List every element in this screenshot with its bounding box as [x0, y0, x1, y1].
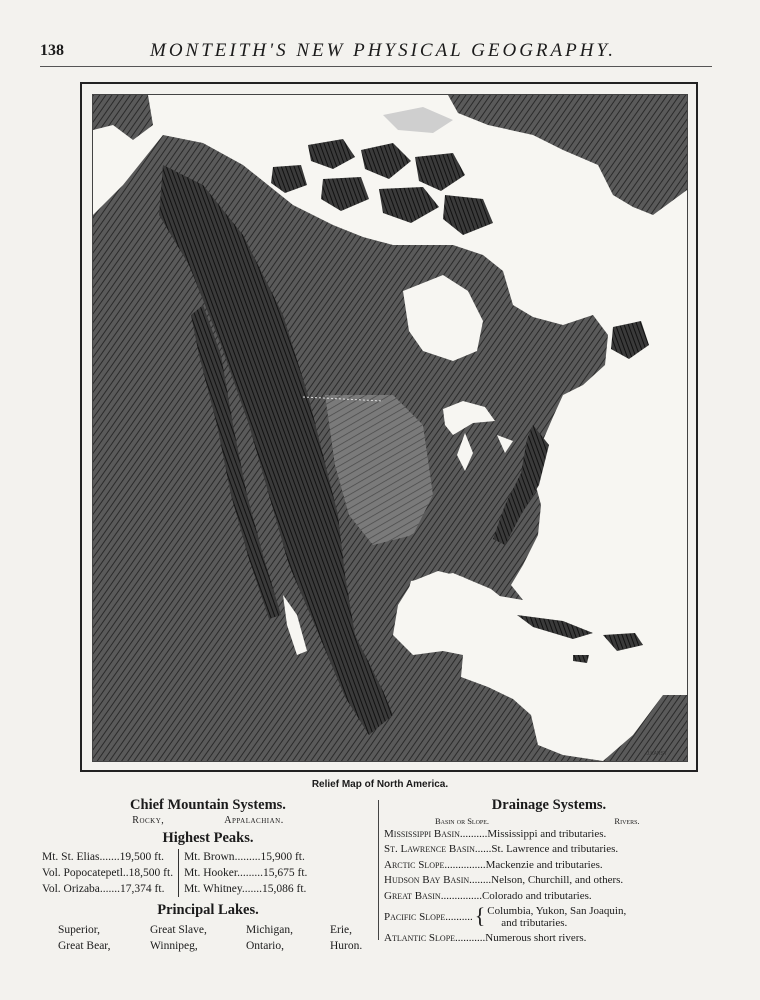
- newfoundland-island: [611, 321, 649, 359]
- drainage-section: [384, 796, 714, 946]
- drainage-row: Great Basin ............... Colorado and tributaries.: [384, 889, 592, 902]
- mountains-title: Chief Mountain Systems.: [130, 797, 286, 813]
- column-divider: [378, 800, 379, 940]
- mountain-system: Appalachian.: [224, 815, 284, 826]
- cuba-island: [517, 615, 593, 639]
- peaks-title: Highest Peaks.: [162, 830, 254, 846]
- peaks-table: [42, 849, 374, 897]
- drainage-header: [384, 816, 714, 826]
- mountains-section: [42, 796, 374, 954]
- lake-name: Huron.: [330, 940, 363, 952]
- rivers-column-header: Rivers.: [614, 816, 640, 826]
- drainage-row: St. Lawrence Basin ...... St. Lawrence and tributaries.: [384, 843, 619, 856]
- peaks-left-column: [42, 849, 179, 897]
- relief-map-frame: [80, 82, 698, 772]
- lakes-grid: [42, 922, 374, 954]
- relief-map: [92, 94, 688, 762]
- lake-name: Great Bear,: [58, 940, 111, 952]
- arctic-island: [415, 153, 465, 191]
- drainage-row: Atlantic Slope ........... Numerous short rivers.: [384, 932, 587, 945]
- peak-row: Mt. Whitney.......15,086 ft.: [184, 883, 307, 895]
- alaska-north-coast: [93, 95, 153, 140]
- arctic-island: [308, 139, 355, 169]
- brace-symbol: {: [474, 903, 486, 929]
- peak-row: Mt. Brown.........15,900 ft.: [184, 851, 305, 863]
- peaks-right-column: [179, 849, 312, 897]
- mountain-systems-list: [42, 815, 374, 826]
- arctic-island: [443, 195, 493, 235]
- mountain-system: Rocky,: [132, 815, 165, 826]
- lake-name: Winnipeg,: [150, 940, 198, 952]
- header-rule: [40, 66, 712, 67]
- drainage-row: Arctic Slope ............... Mackenzie and tributaries.: [384, 858, 603, 871]
- running-title: MONTEITH'S NEW PHYSICAL GEOGRAPHY.: [150, 40, 617, 61]
- map-caption: Relief Map of North America.: [311, 779, 449, 790]
- page-number: 138: [40, 42, 64, 59]
- arctic-island: [361, 143, 411, 179]
- hispaniola-island: [603, 633, 643, 651]
- peak-row: Vol. Popocatepetl..18,500 ft.: [42, 867, 174, 879]
- arctic-island: [321, 177, 369, 211]
- relief-map-illustration: [93, 95, 687, 761]
- lake-name: Superior,: [58, 924, 101, 936]
- drainage-row: Hudson Bay Basin ........ Nelson, Churchill, and others.: [384, 874, 624, 887]
- lake-name: Michigan,: [246, 924, 293, 936]
- peak-row: Mt. Hooker.........15,675 ft.: [184, 867, 308, 879]
- engraver-signature: J.KARST: [646, 751, 667, 757]
- greenland-ice: [383, 107, 453, 133]
- drainage-row: Mississippi Basin .......... Mississippi and tributaries.: [384, 828, 607, 840]
- jamaica-island: [573, 655, 589, 663]
- peak-row: Vol. Orizaba.......17,374 ft.: [42, 883, 165, 895]
- drainage-title: Drainage Systems.: [491, 797, 607, 813]
- arctic-island: [271, 165, 307, 193]
- lake-name: Ontario,: [246, 940, 285, 952]
- drainage-row-pacific: Pacific Slope .......... { Columbia, Yukon, San Joaquin, and tributaries.: [384, 903, 627, 930]
- lake-name: Great Slave,: [150, 924, 207, 936]
- greenland-landmass: [448, 95, 687, 215]
- arctic-island: [379, 187, 439, 223]
- peak-row: Mt. St. Elias.......19,500 ft.: [42, 851, 165, 863]
- page-header: [0, 0, 760, 70]
- lake-name: Erie,: [330, 924, 353, 936]
- basin-column-header: Basin or Slope.: [434, 816, 490, 826]
- lakes-title: Principal Lakes.: [157, 902, 259, 918]
